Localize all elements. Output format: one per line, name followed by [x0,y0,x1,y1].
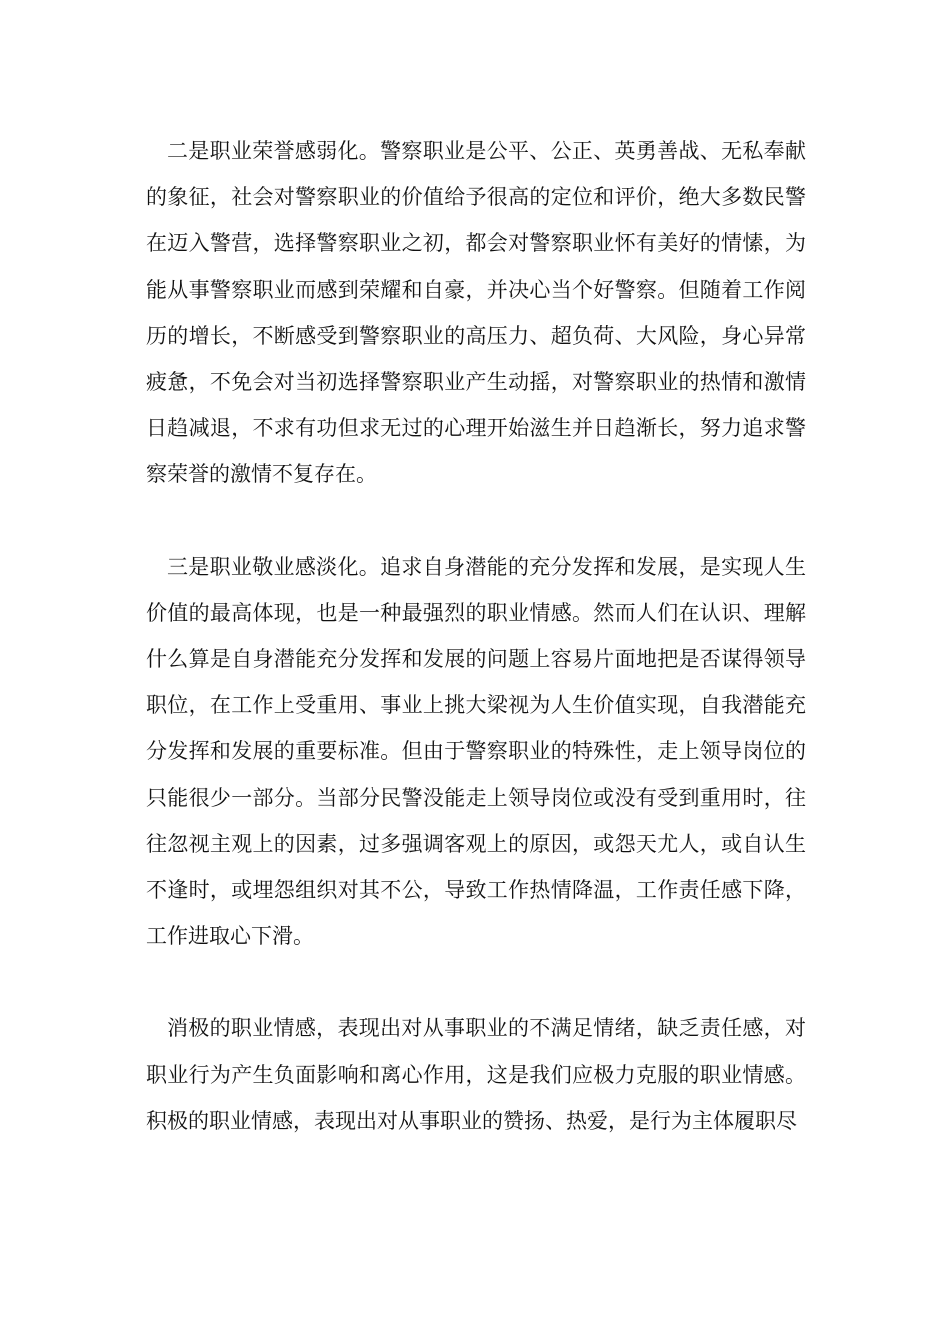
paragraph-professional-emotion: 消极的职业情感，表现出对从事职业的不满足情绪，缺乏责任感，对职业行为产生负面影响和离心作用，这是我们应极力克服的职业情感。积极的职业情感，表现出对从事职业的赞扬、热爱，是行为主体履职尽 [146,1016,806,1133]
paragraph-spacer [146,498,806,544]
paragraph-professional-honor: 二是职业荣誉感弱化。警察职业是公平、公正、英勇善战、无私奉献的象征，社会对警察职业的价值给予很高的定位和评价，绝大多数民警在迈入警营，选择警察职业之初，都会对警察职业怀有美好的情愫，为能从事警察职业而感到荣耀和自豪，并决心当个好警察。但随着工作阅历的增长，不断感受到警察职业的高压力、超负荷、大风险，身心异常疲惫，不免会对当初选择警察职业产生动摇，对警察职业的热情和激情日趋减退，不求有功但求无过的心理开始滋生并日趋渐长，努力追求警察荣誉的激情不复存在。 [146,139,806,487]
paragraph-spacer [146,959,806,1005]
paragraph-professional-dedication: 三是职业敬业感淡化。追求自身潜能的充分发挥和发展，是实现人生价值的最高体现，也是一种最强烈的职业情感。然而人们在认识、理解什么算是自身潜能充分发挥和发展的问题上容易片面地把是否谋得领导职位，在工作上受重用、事业上挑大梁视为人生价值实现，自我潜能充分发挥和发展的重要标准。但由于警察职业的特殊性，走上领导岗位的只能很少一部分。当部分民警没能走上领导岗位或没有受到重用时，往往忽视主观上的因素，过多强调客观上的原因，或怨天尤人，或自认生不逢时，或埋怨组织对其不公，导致工作热情降温，工作责任感下降，工作进取心下滑。 [146,554,806,949]
document-body [146,128,806,1144]
